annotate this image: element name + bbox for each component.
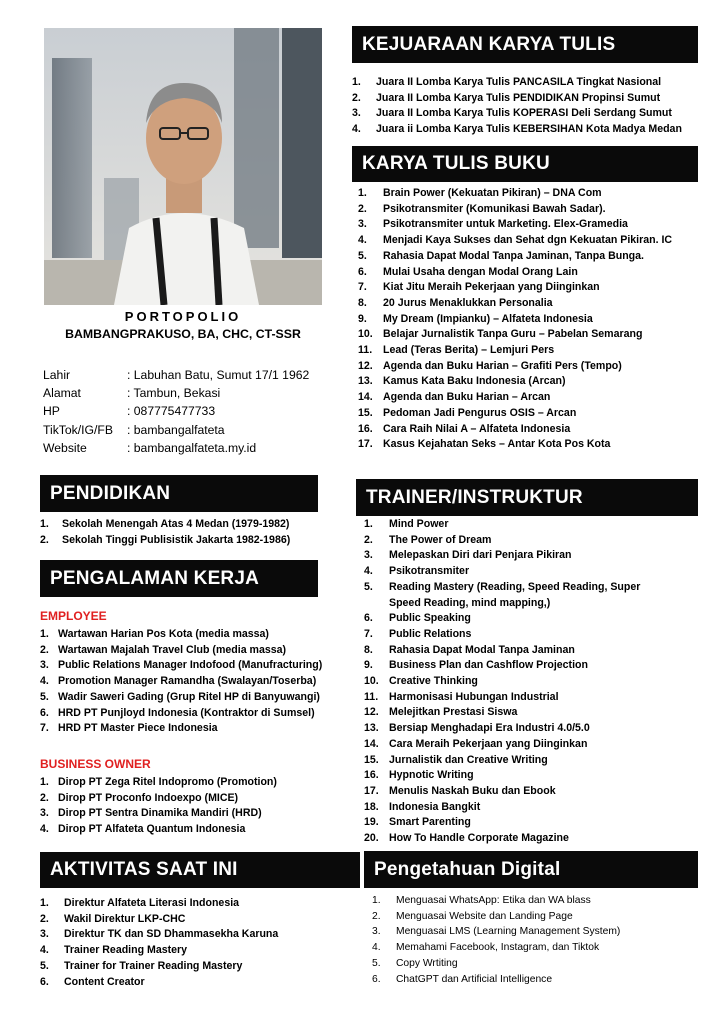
item-number: 6. (40, 706, 49, 719)
item-text: HRD PT Master Piece Indonesia (58, 722, 218, 735)
portfolio-label: PORTOPOLIO (124, 309, 242, 324)
item-number: 19. (364, 816, 379, 829)
item-text: Hypnotic Writing (389, 769, 474, 782)
item-number: 12. (358, 359, 373, 372)
item-number: 10. (364, 675, 379, 688)
detail-label: TikTok/IG/FB (43, 422, 113, 437)
item-text: Indonesia Bangkit (389, 800, 481, 813)
item-number: 13. (358, 375, 373, 388)
list-item (358, 265, 676, 281)
item-number: 4. (358, 234, 367, 247)
list-item (364, 721, 674, 737)
item-text: Dirop PT Sentra Dinamika Mandiri (HRD) (58, 807, 262, 820)
list-item (364, 705, 674, 721)
item-number: 6. (364, 612, 373, 625)
item-text: Wadir Saweri Gading (Grup Ritel HP di Banyuwangi) (58, 690, 320, 703)
item-text: Direktur Alfateta Literasi Indonesia (64, 897, 240, 909)
item-number: 1. (364, 518, 373, 530)
item-text: Psikotransmiter untuk Marketing. Elex-Gramedia (383, 218, 628, 231)
item-number: 5. (40, 690, 49, 703)
list-item (364, 564, 674, 580)
list-item (372, 956, 692, 972)
trainer-header: TRAINER/INSTRUKTUR (356, 479, 698, 516)
list-item (364, 643, 674, 659)
list-item (358, 202, 676, 218)
item-text: Mind Power (389, 518, 449, 530)
item-number: 6. (40, 975, 49, 988)
item-text: How To Handle Corporate Magazine (389, 832, 569, 845)
item-text: Mulai Usaha dengan Modal Orang Lain (383, 265, 578, 278)
buku-header: KARYA TULIS BUKU (352, 146, 698, 182)
item-text: Dirop PT Alfateta Quantum Indonesia (58, 823, 246, 836)
item-text: Direktur TK dan SD Dhammasekha Karuna (64, 928, 279, 941)
kejuaraan-list (352, 75, 707, 138)
list-item (40, 975, 350, 991)
item-text: Business Plan dan Cashflow Projection (389, 659, 588, 672)
list-item (40, 627, 350, 643)
item-text: Dirop PT Zega Ritel Indopromo (Promotion) (58, 776, 277, 788)
item-number: 4. (364, 565, 373, 578)
item-number: 4. (352, 123, 361, 136)
detail-value: : Labuhan Batu, Sumut 17/1 1962 (127, 368, 310, 382)
item-number: 4. (40, 944, 49, 957)
item-text: Agenda dan Buku Harian – Grafiti Pers (Tempo) (383, 359, 622, 372)
list-item (364, 768, 674, 784)
list-item (372, 924, 692, 940)
list-item (372, 893, 692, 909)
list-item (364, 580, 674, 611)
trainer-list (364, 517, 674, 847)
pendidikan-header: PENDIDIKAN (40, 475, 318, 512)
list-item (358, 327, 676, 343)
item-number: 2. (352, 91, 361, 104)
item-text: Menulis Naskah Buku dan Ebook (389, 784, 556, 797)
list-item (364, 658, 674, 674)
item-number: 15. (364, 753, 379, 766)
list-item (40, 912, 350, 928)
list-item (40, 896, 350, 912)
item-text: Kiat Jitu Meraih Pekerjaan yang Diinginkan (383, 281, 600, 294)
item-text: Kasus Kejahatan Seks – Antar Kota Pos Kota (383, 438, 611, 451)
item-number: 2. (358, 202, 367, 215)
item-text: Promotion Manager Ramandha (Swalayan/Toserba) (58, 675, 317, 688)
item-text: ChatGPT dan Artificial Intelligence (396, 973, 553, 985)
item-text: Sekolah Menengah Atas 4 Medan (1979-1982) (62, 518, 290, 530)
detail-row (43, 384, 309, 402)
list-item (358, 374, 676, 390)
list-item (40, 943, 350, 959)
item-number: 5. (358, 249, 367, 262)
item-number: 20. (364, 832, 379, 845)
item-number: 3. (352, 107, 361, 120)
profile-details (43, 366, 309, 457)
aktivitas-header: AKTIVITAS SAAT INI (40, 852, 360, 888)
item-text: Copy Wrtiting (396, 957, 458, 969)
detail-row (43, 366, 309, 384)
item-text: Public Relations Manager Indofood (Manufracturing) (58, 659, 323, 672)
item-text: HRD PT Punjloyd Indonesia (Kontraktor di Sumsel) (58, 706, 315, 719)
item-number: 3. (40, 659, 49, 672)
item-text: Creative Thinking (389, 675, 478, 688)
item-text: My Dream (Impianku) – Alfateta Indonesia (383, 312, 593, 325)
item-text: Juara II Lomba Karya Tulis PANCASILA Tingkat Nasional (376, 76, 662, 88)
item-text: Rahasia Dapat Modal Tanpa Jaminan (389, 643, 575, 656)
item-text: Sekolah Tinggi Publisistik Jakarta 1982-1986) (62, 533, 291, 546)
digital-list (372, 893, 692, 987)
item-text: Juara II Lomba Karya Tulis KOPERASI Deli Serdang Sumut (376, 107, 672, 120)
item-number: 3. (40, 928, 49, 941)
item-text: Smart Parenting (389, 816, 471, 829)
list-item (40, 806, 350, 822)
list-item (358, 296, 676, 312)
list-item (40, 791, 350, 807)
item-text: Cara Meraih Pekerjaan yang Diinginkan (389, 737, 588, 750)
list-item (358, 233, 676, 249)
list-item (364, 784, 674, 800)
item-number: 8. (364, 643, 373, 656)
item-text: The Power of Dream (389, 533, 492, 546)
detail-value: : bambangalfateta.my.id (127, 440, 257, 455)
item-number: 7. (364, 627, 373, 640)
list-item (364, 815, 674, 831)
item-number: 9. (364, 659, 373, 672)
detail-row (43, 421, 309, 439)
item-number: 1. (372, 895, 381, 906)
item-number: 5. (372, 957, 381, 969)
item-number: 5. (40, 959, 49, 972)
item-text: Memahami Facebook, Instagram, dan Tiktok (396, 942, 600, 954)
item-text: Wakil Direktur LKP-CHC (64, 912, 186, 925)
item-text: Reading Mastery (Reading, Speed Reading, Super Speed Reading, mind mapping,) (389, 580, 641, 609)
detail-value: : 087775477733 (127, 404, 216, 419)
item-number: 3. (372, 926, 381, 938)
list-item (364, 831, 674, 847)
item-number: 1. (358, 187, 367, 199)
list-item (372, 972, 692, 988)
item-text: Brain Power (Kekuatan Pikiran) – DNA Com (383, 187, 602, 199)
item-number: 3. (358, 218, 367, 231)
list-item (352, 75, 707, 91)
list-item (358, 359, 676, 375)
item-number: 2. (40, 643, 49, 656)
detail-value: : Tambun, Bekasi (127, 386, 221, 401)
item-number: 15. (358, 406, 373, 419)
item-number: 16. (358, 422, 373, 435)
buku-list (358, 186, 676, 453)
item-number: 4. (372, 942, 381, 954)
list-item (40, 643, 350, 659)
item-number: 17. (358, 438, 373, 451)
list-item (40, 822, 350, 838)
profile-name: BAMBANGPRAKUSO, BA, CHC, CT-SSR (65, 327, 301, 341)
item-number: 5. (364, 580, 373, 593)
item-number: 6. (372, 973, 381, 985)
list-item (40, 706, 350, 722)
list-item (40, 690, 350, 706)
item-number: 2. (40, 912, 49, 925)
item-text: Psikotransmiter (389, 565, 470, 578)
item-text: Wartawan Harian Pos Kota (media massa) (58, 628, 269, 640)
list-item (40, 721, 350, 737)
kejuaraan-header: KEJUARAAN KARYA TULIS (352, 26, 698, 63)
list-item (358, 312, 676, 328)
detail-label: Website (43, 440, 87, 455)
business-owner-label: BUSINESS OWNER (40, 757, 151, 771)
list-item (364, 611, 674, 627)
item-number: 13. (364, 722, 379, 735)
list-item (358, 422, 676, 438)
item-number: 10. (358, 328, 373, 341)
item-number: 8. (358, 296, 367, 309)
employee-list (40, 627, 350, 737)
item-text: 20 Jurus Menaklukkan Personalia (383, 296, 553, 309)
item-number: 1. (40, 776, 49, 788)
aktivitas-list (40, 896, 350, 990)
list-item (40, 658, 350, 674)
list-item (358, 186, 676, 202)
list-item (358, 280, 676, 296)
list-item (40, 927, 350, 943)
list-item (364, 800, 674, 816)
item-text: Harmonisasi Hubungan Industrial (389, 690, 559, 703)
list-item (352, 122, 707, 138)
detail-label: Alamat (43, 386, 81, 401)
item-text: Kamus Kata Baku Indonesia (Arcan) (383, 375, 566, 388)
list-item (358, 390, 676, 406)
item-text: Trainer Reading Mastery (64, 944, 188, 957)
item-number: 3. (40, 807, 49, 820)
item-number: 2. (40, 791, 49, 804)
item-text: Bersiap Menghadapi Era Industri 4.0/5.0 (389, 722, 590, 735)
employee-label: EMPLOYEE (40, 609, 107, 623)
list-item (358, 249, 676, 265)
item-text: Lead (Teras Berita) – Lemjuri Pers (383, 344, 555, 357)
item-text: Pedoman Jadi Pengurus OSIS – Arcan (383, 406, 577, 419)
list-item (40, 517, 340, 533)
list-item (364, 533, 674, 549)
list-item (364, 674, 674, 690)
item-number: 1. (40, 518, 49, 530)
list-item (40, 674, 350, 690)
digital-header: Pengetahuan Digital (364, 851, 698, 888)
profile-photo-graphic (44, 28, 322, 305)
item-number: 11. (364, 690, 379, 703)
detail-row (43, 402, 309, 420)
item-number: 2. (40, 533, 49, 546)
item-number: 1. (40, 897, 49, 909)
item-number: 17. (364, 784, 379, 797)
item-text: Agenda dan Buku Harian – Arcan (383, 391, 551, 404)
item-number: 4. (40, 675, 49, 688)
item-text: Wartawan Majalah Travel Club (media massa) (58, 643, 287, 656)
item-text: Dirop PT Proconfo Indoexpo (MICE) (58, 791, 239, 804)
business-list (40, 775, 350, 838)
profile-photo (44, 28, 322, 305)
detail-label: HP (43, 404, 60, 419)
item-number: 2. (364, 533, 373, 546)
item-number: 11. (358, 344, 373, 357)
item-number: 3. (364, 549, 373, 562)
list-item (364, 737, 674, 753)
pengalaman-header: PENGALAMAN KERJA (40, 560, 318, 597)
item-text: Public Relations (389, 627, 472, 640)
list-item (364, 627, 674, 643)
list-item (358, 406, 676, 422)
item-number: 4. (40, 823, 49, 836)
detail-row (43, 439, 309, 457)
list-item (352, 106, 707, 122)
item-text: Rahasia Dapat Modal Tanpa Jaminan, Tanpa Bunga. (383, 249, 644, 262)
item-number: 14. (364, 737, 379, 750)
list-item (358, 217, 676, 233)
item-text: Psikotransmiter (Komunikasi Bawah Sadar). (383, 202, 606, 215)
item-text: Melepaskan Diri dari Penjara Pikiran (389, 549, 572, 562)
item-text: Menguasai WhatsApp: Etika dan WA blass (396, 895, 591, 906)
list-item (40, 959, 350, 975)
list-item (358, 437, 676, 453)
list-item (364, 548, 674, 564)
item-number: 6. (358, 265, 367, 278)
item-text: Melejitkan Prestasi Siswa (389, 706, 518, 719)
item-number: 14. (358, 391, 373, 404)
item-number: 1. (40, 628, 49, 640)
pendidikan-list (40, 517, 340, 548)
item-text: Belajar Jurnalistik Tanpa Guru – Pabelan Semarang (383, 328, 643, 341)
item-number: 1. (352, 76, 361, 88)
item-text: Public Speaking (389, 612, 471, 625)
item-text: Menjadi Kaya Sukses dan Sehat dgn Kekuatan Pikiran. IC (383, 234, 673, 247)
item-text: Cara Raih Nilai A – Alfateta Indonesia (383, 422, 571, 435)
detail-value: : bambangalfateta (127, 422, 225, 437)
item-text: Juara II Lomba Karya Tulis PENDIDIKAN Propinsi Sumut (376, 91, 661, 104)
item-text: Menguasai Website dan Landing Page (396, 910, 573, 922)
list-item (358, 343, 676, 359)
item-number: 7. (358, 281, 367, 294)
list-item (40, 533, 340, 549)
list-item (364, 753, 674, 769)
detail-label: Lahir (43, 368, 71, 382)
list-item (352, 91, 707, 107)
item-number: 9. (358, 312, 367, 325)
item-number: 12. (364, 706, 379, 719)
list-item (40, 775, 350, 791)
item-text: Content Creator (64, 975, 145, 988)
item-number: 18. (364, 800, 379, 813)
item-number: 2. (372, 910, 381, 922)
list-item (364, 517, 674, 533)
item-text: Menguasai LMS (Learning Management System) (396, 926, 621, 938)
item-text: Jurnalistik dan Creative Writing (389, 753, 548, 766)
list-item (364, 690, 674, 706)
item-number: 16. (364, 769, 379, 782)
list-item (372, 909, 692, 925)
list-item (372, 940, 692, 956)
item-number: 7. (40, 722, 49, 735)
item-text: Trainer for Trainer Reading Mastery (64, 959, 243, 972)
item-text: Juara ii Lomba Karya Tulis KEBERSIHAN Kota Madya Medan (376, 123, 682, 136)
